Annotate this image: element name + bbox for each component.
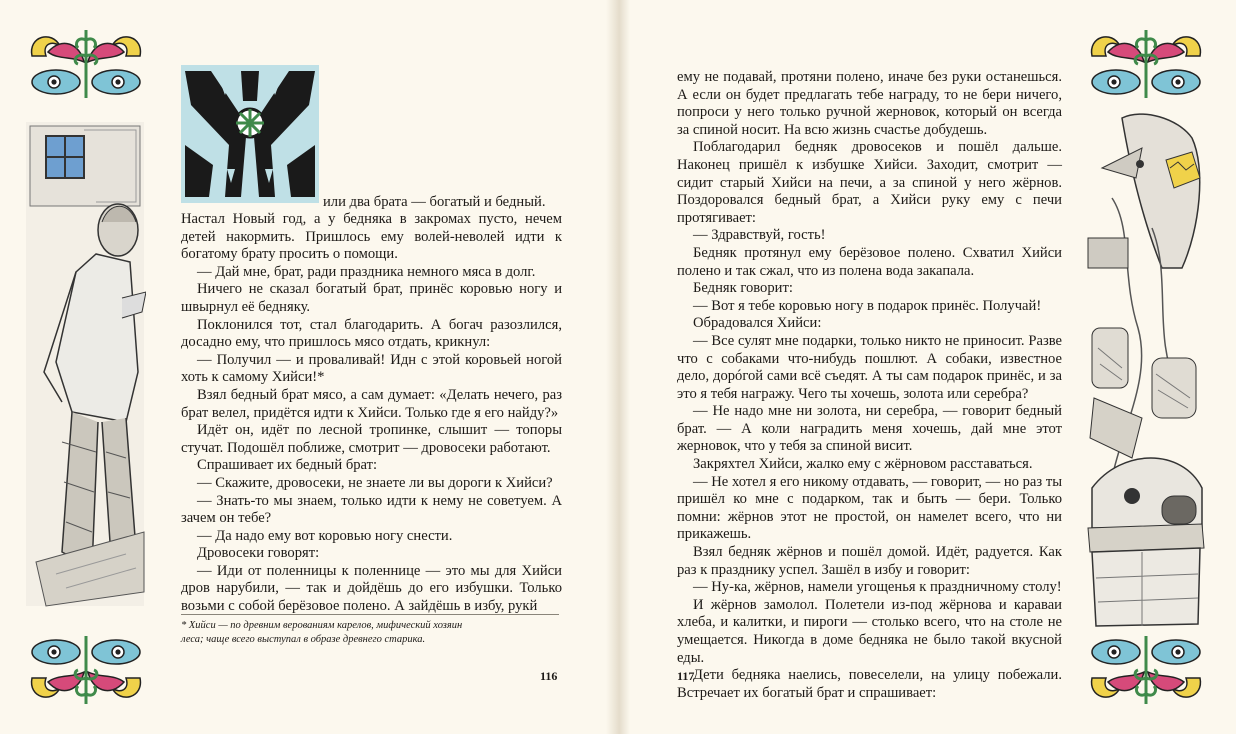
paragraph: — Да надо ему вот коровью ногу снести. (197, 527, 453, 544)
folk-ornament-top-left (26, 26, 146, 102)
paragraph: Спрашивает их бедный брат: (197, 457, 378, 474)
left-page-text (181, 211, 562, 616)
paragraph: — Здравствуй, гость! (693, 227, 826, 244)
paragraph: Взял бедный брат мясо, а сам думает: «Делать нечего, раз брат велел, придётся идти к Хийси. Только где я его найду?» (181, 386, 562, 421)
paragraph: — Дай мне, брат, ради праздника немного мяса в долг. (197, 263, 536, 280)
paragraph: — Иди от поленницы к поленнице — это мы для Хийси дров нарубили, — так и дойдёшь до его избушки. Только возьми с собой берёзовое полено. А зайдёшь в избу, рукй (181, 562, 562, 615)
paragraph: — Не надо мне ни золота, ни серебра, — говорит бедный брат. — А коли наградить меня хочешь, дай мне этот жерновок, что у тебя за спиной висит. (677, 403, 1062, 455)
first-line: или два брата — богатый и бедный. (323, 194, 546, 210)
paragraph: Поблагодарил бедняк дровосеков и пошёл дальше. Наконец пришёл к избушке Хийси. Заходит, смотрит — сидит старый Хийси на печи, а за спиной у него жёрнов. Поздоровался бедный брат, а Хийси руку ему с печи протягивает: (677, 139, 1062, 226)
page-number-right: 117 (677, 669, 695, 683)
paragraph: — Не хотел я его никому отдавать, — говорит, — но раз ты пришёл ко мне с подарком, так и быть — бери. Только помни: жёрнов этот не простой, он намелет всего, что ни прикажешь. (677, 473, 1062, 543)
paragraph: Дети бедняка наелись, повеселели, на улицу побежали. Встречает их богатый брат и спрашивает: (677, 667, 1062, 701)
book-gutter (606, 0, 630, 734)
footnote-rule (181, 614, 559, 615)
paragraph: Закряхтел Хийси, жалко ему с жёрновом расставаться. (693, 456, 1033, 473)
paragraph: — Ну-ка, жёрнов, намели угощенья к праздничному столу! (693, 579, 1062, 596)
paragraph: Настал Новый год, а у бедняка в закромах пусто, нечем детей накормить. Пришлось ему волей-неволей идти к богатому брату просить о помощи. (181, 211, 562, 263)
folk-ornament-bottom-right (1086, 632, 1206, 708)
paragraph: — Все сулят мне подарки, только никто не приносит. Разве что с собаками что-нибудь пошлют. А собаки, известное дело, дорóгой сами всё съедят. А ты сам подарок принёс, и за это я тебя награжу. Чего ты хочешь, золота или серебра? (677, 332, 1062, 402)
paragraph: ему не подавай, протяни полено, иначе без руки останешься. А если он будет предлагать тебе награду, то не бери ничего, попроси у него только ручной жерновок, который он всегда за спиной носит. На всю жизнь счастье добудешь. (677, 69, 1062, 138)
paragraph: — Скажите, дровосеки, не знаете ли вы дороги к Хийси? (197, 474, 553, 491)
paragraph: И жёрнов замолол. Полетели из-под жёрнова и караваи хлеба, и калитки, и пироги — столько всего, что на столе не умещается. Никогда в доме бедняка не было такой вкусной еды. (677, 596, 1062, 666)
folk-ornament-bottom-left (26, 632, 146, 708)
paragraph: Ничего не сказал богатый брат, принёс коровью ногу и швырнул её бедняку. (181, 281, 562, 315)
peasant-illustration (26, 122, 146, 608)
hiisi-illustration (1082, 108, 1208, 628)
paragraph: Взял бедняк жёрнов и пошёл домой. Идёт, радуется. Как раз к празднику успел. Зашёл в избу и говорит: (677, 544, 1062, 578)
page-number-left: 116 (540, 669, 558, 683)
right-page-text (677, 69, 1062, 702)
paragraph: Бедняк говорит: (693, 280, 793, 297)
paragraph: Поклонился тот, стал благодарить. А богач разозлился, досадно ему, что пришлось мясо отдать, крикнул: (181, 316, 562, 351)
paragraph: — Вот я тебе коровью ногу в подарок принёс. Получай! (693, 297, 1042, 314)
paragraph: — Получил — и проваливай! Идн с этой коровьей ногой хоть к самому Хийси!* (181, 351, 562, 386)
footnote: * Хийси — по древним верованиям карелов, мифический хозяин леса; чаще всего выступал в образе древнего старика. (181, 620, 463, 645)
paragraph: Идёт он, идёт по лесной тропинке, слышит — топоры стучат. Подошёл поближе, смотрит — дровосеки работают. (181, 422, 562, 456)
folk-ornament-top-right (1086, 26, 1206, 102)
paragraph: Обрадовался Хийси: (693, 315, 822, 332)
dropcap (181, 65, 319, 203)
paragraph: Дровосеки говорят: (197, 545, 320, 562)
paragraph: Бедняк протянул ему берёзовое полено. Схватил Хийси полено и так сжал, что из полена вода закапала. (677, 244, 1062, 279)
paragraph: — Знать-то мы знаем, только идти к нему не советуем. А зачем он тебе? (181, 492, 562, 527)
